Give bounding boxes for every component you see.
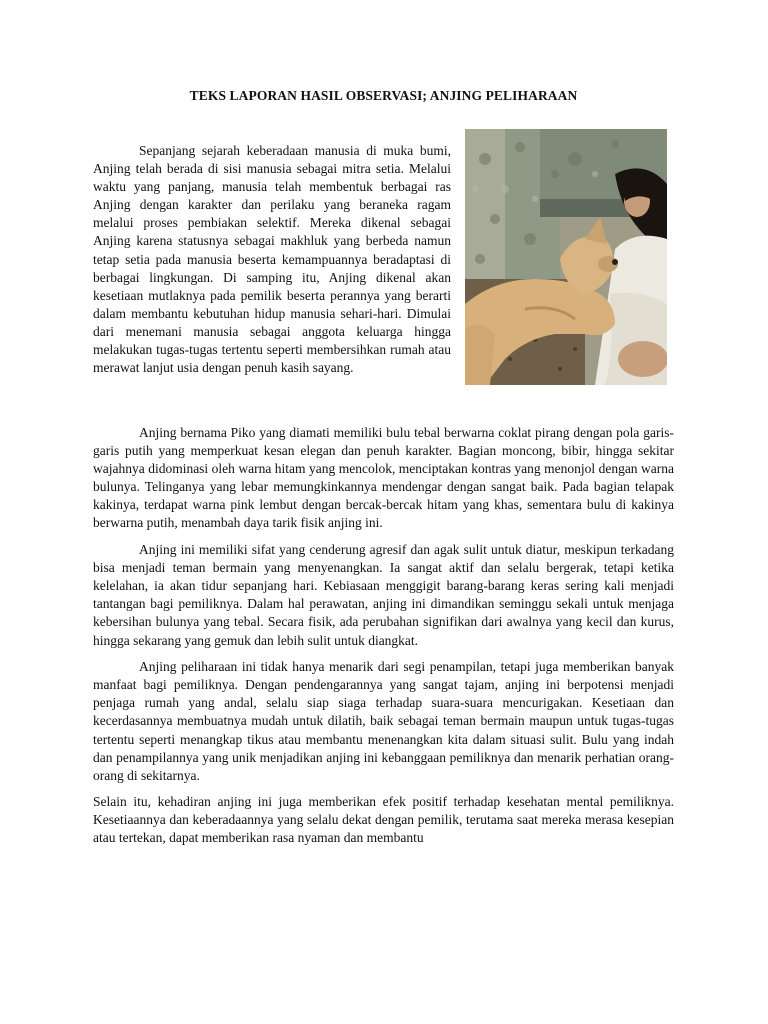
paragraph-appearance: Anjing bernama Piko yang diamati memiliki bulu tebal berwarna coklat pirang dengan pola garis-garis putih yang memperkuat kesan elegan dan penuh karakter. Bagian moncong, bibir, hingga sekitar wajahnya didominasi oleh warna hitam yang mencolok, menciptakan kontras yang menonjol dengan warna bulunya. Telinganya yang lebar memungkinkannya mendengar dengan sangat baik. Pada bagian telapak kakinya, terdapat warna pink lembut dengan bercak-bercak hitam yang khas, sementara bulu di kakinya berwarna putih, menambah daya tarik fisik anjing ini. xyxy=(93,425,674,531)
body-text xyxy=(93,424,674,856)
paragraph-behavior: Anjing ini memiliki sifat yang cenderung agresif dan agak sulit untuk diatur, meskipun terkadang bisa menjadi teman bermain yang menyenangkan. Ia sangat aktif dan selalu bergerak, tetapi ketika kelelahan, ia akan tidur sepanjang hari. Kebiasaan menggigit barang-barang keras sering kali menjadi tantangan bagi pemiliknya. Dalam hal perawatan, anjing ini dimandikan seminggu sekali untuk menjaga kebersihan bulunya yang tebal. Secara fisik, ada perubahan signifikan dari awalnya yang kecil dan kurus, hingga sekarang yang gemuk dan lebih sulit untuk diangkat. xyxy=(93,542,674,648)
paragraph-benefits: Anjing peliharaan ini tidak hanya menarik dari segi penampilan, tetapi juga memberikan banyak manfaat bagi pemiliknya. Dengan pendengarannya yang sangat tajam, anjing ini berpotensi menjadi penjaga rumah yang andal, selalu siap siaga terhadap suara-suara mencurigakan. Kesetiaan dan kecerdasannya membuatnya mudah untuk dilatih, baik sebagai teman bermain maupun untuk tugas-tugas tertentu seperti menangkap tikus atau membantu menenangkan kita dalam situasi sulit. Bulu yang indah dan penampilannya yang unik menjadikan anjing ini kebanggaan pemiliknya dan menarik perhatian orang-orang di sekitarnya. xyxy=(93,659,674,783)
paragraph-intro: Sepanjang sejarah keberadaan manusia di muka bumi, Anjing telah berada di sisi manusia sebagai mitra setia. Melalui waktu yang panjang, manusia telah membentuk berbagai ras Anjing dengan karakter dan perilaku yang beraneka ragam melalui proses pembiakan selektif. Mereka dikenal sebagai Anjing karena statusnya sebagai makhluk yang berbeda namun tetap setia pada manusia beserta kemampuannya beradaptasi di berbagai lingkungan. Di samping itu, Anjing dikenal akan kesetiaan mutlaknya pada pemilik beserta perannya yang berarti dalam membantu kebutuhan hidup manusia sehari-hari. Dimulai dari menemani manusia sebagai anggota keluarga hingga melakukan tugas-tugas tertentu seperti membersihkan rumah atau merawat lanjut usia dengan penuh kasih sayang. xyxy=(93,143,451,376)
paragraph-mental-health: Selain itu, kehadiran anjing ini juga memberikan efek positif terhadap kesehatan mental pemiliknya. Kesetiaannya dan keberadaannya yang selalu dekat dengan pemilik, terutama saat mereka merasa kesepian atau tertekan, dapat memberikan rasa nyaman dan membantu xyxy=(93,794,674,846)
dog-photo xyxy=(465,129,667,385)
dog-and-girl-image xyxy=(465,129,667,385)
document-title: TEKS LAPORAN HASIL OBSERVASI; ANJING PELIHARAAN xyxy=(189,88,578,103)
